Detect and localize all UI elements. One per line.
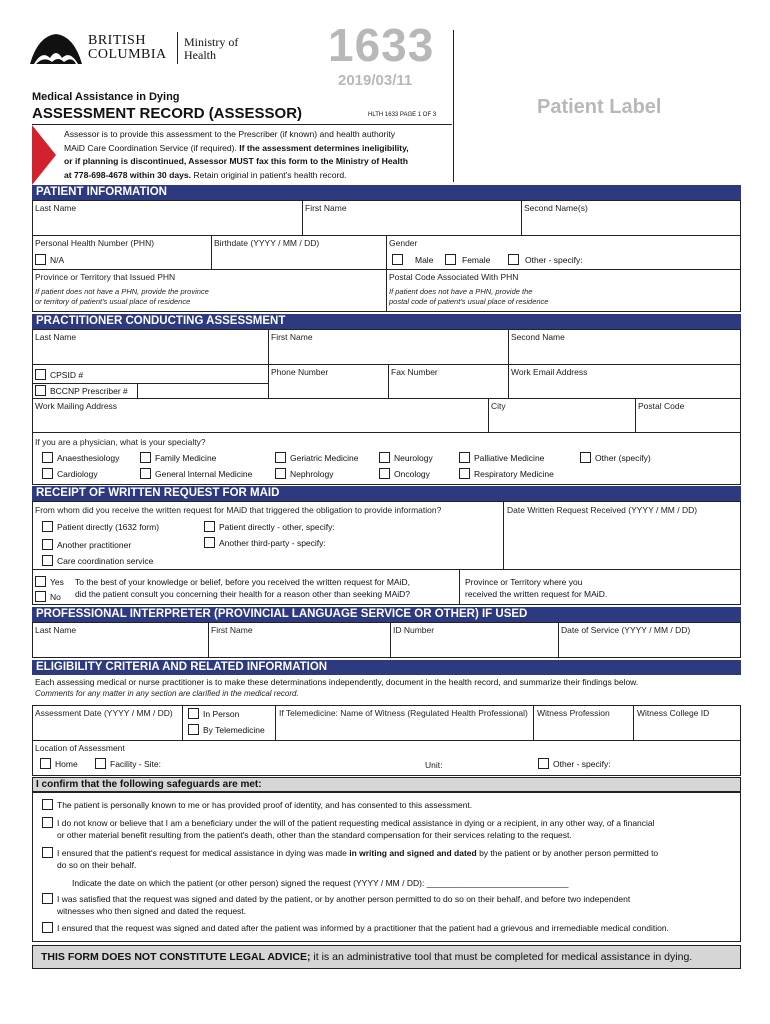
- safeguard-1-checkbox[interactable]: [42, 799, 53, 810]
- safeguard-2-line-1: I do not know or believe that I am a beneficiary under the will of the patient requesting medical assistance in dying or a recipient, in any other way, of a financial: [57, 818, 655, 828]
- instruction-line-3: or if planning is discontinued, Assessor MUST fax this form to the Ministry of Health: [64, 156, 408, 166]
- from-patient-other-label: Patient directly - other, specify:: [219, 521, 335, 532]
- spec-neurology-checkbox[interactable]: [379, 452, 390, 463]
- ministry-line-1: Ministry of: [184, 35, 239, 49]
- spec-palliative-label: Palliative Medicine: [474, 452, 545, 463]
- province-received-label: [465, 576, 607, 600]
- eligibility-intro: Each assessing medical or nurse practitioner is to make these determinations independently, document in the health record, and summarize their findings below.: [35, 677, 639, 687]
- postal-phn-note: [389, 287, 548, 307]
- province-note-line-2: or territory of patient's usual place of residence: [35, 297, 191, 306]
- gender-label: Gender: [389, 238, 418, 248]
- spec-cardiology-checkbox[interactable]: [42, 468, 53, 479]
- specialty-question: If you are a physician, what is your specialty?: [35, 437, 206, 447]
- work-email-label: Work Email Address: [511, 367, 588, 377]
- practitioner-last-name-label: Last Name: [35, 332, 77, 342]
- safeguard-2-checkbox[interactable]: [42, 817, 53, 828]
- telemedicine-checkbox[interactable]: [188, 724, 199, 735]
- spec-other-checkbox[interactable]: [580, 452, 591, 463]
- receipt-question: From whom did you receive the written request for MAiD that triggered the obligation to provide information?: [35, 505, 442, 515]
- consult-line-1: To the best of your knowledge or belief, before you received the written request for MAiD,: [75, 577, 410, 587]
- interpreter-date-label: Date of Service (YYYY / MM / DD): [561, 625, 691, 635]
- spec-other-label: Other (specify): [595, 452, 651, 463]
- safeguard-4-checkbox[interactable]: [42, 893, 53, 904]
- gender-other-label: Other - specify:: [525, 254, 583, 265]
- province-phn-note: [35, 287, 209, 307]
- province-received-line-1: Province or Territory where you: [465, 577, 583, 587]
- spec-family-label: Family Medicine: [155, 452, 217, 463]
- instruction-line-1: Assessor is to provide this assessment to the Prescriber (if known) and health authority: [64, 129, 396, 139]
- safeguard-3-b: in writing and signed and dated: [349, 848, 477, 858]
- safeguard-3-checkbox[interactable]: [42, 847, 53, 858]
- province-phn-label: Province or Territory that Issued PHN: [35, 272, 176, 282]
- safeguards-heading: I confirm that the following safeguards are met:: [32, 777, 741, 792]
- logo-text: [88, 34, 167, 62]
- safeguard-2-line-2: or other material benefit resulting from the patient's death, other than the standard compensation for their services relating to the request.: [57, 830, 572, 840]
- location-facility-checkbox[interactable]: [95, 758, 106, 769]
- red-arrow-icon: [32, 125, 56, 185]
- from-patient-checkbox[interactable]: [42, 521, 53, 532]
- instruction-line-2a: MAiD Care Coordination Service (if required).: [64, 142, 240, 153]
- gender-other-checkbox[interactable]: [508, 254, 519, 265]
- patient-last-name-input[interactable]: [34, 220, 300, 234]
- postal-phn-label: Postal Code Associated With PHN: [389, 272, 519, 282]
- legal-disclaimer-rest: it is an administrative tool that must be completed for medical assistance in dying.: [310, 951, 693, 963]
- interpreter-last-name-label: Last Name: [35, 625, 77, 635]
- consult-yes-label: Yes: [50, 576, 64, 587]
- in-person-label: In Person: [203, 708, 240, 719]
- receipt-heading: RECEIPT OF WRITTEN REQUEST FOR MAID: [32, 486, 741, 501]
- instruction-line-4b: Retain original in patient's health record.: [191, 169, 347, 180]
- legal-disclaimer: [32, 945, 741, 969]
- location-other-checkbox[interactable]: [538, 758, 549, 769]
- location-facility-label: Facility - Site:: [110, 758, 162, 769]
- interpreter-first-name-label: First Name: [211, 625, 253, 635]
- safeguard-4-line-1: I was satisfied that the request was signed and dated by the patient, or by another person permitted to do so on their behalf, and before two independent: [57, 894, 631, 904]
- eligibility-heading: ELIGIBILITY CRITERIA AND RELATED INFORMATION: [32, 660, 741, 675]
- spec-respiratory-checkbox[interactable]: [459, 468, 470, 479]
- cpsid-label: CPSID #: [50, 369, 84, 380]
- spec-geriatric-label: Geriatric Medicine: [290, 452, 359, 463]
- from-third-party-checkbox[interactable]: [204, 537, 215, 548]
- bccnp-label: BCCNP Prescriber #: [50, 385, 128, 396]
- postal-note-line-2: postal code of patient's usual place of residence: [389, 297, 549, 306]
- patient-second-names-label: Second Name(s): [524, 203, 588, 213]
- patient-second-names-input[interactable]: [523, 220, 739, 234]
- consult-question: [75, 576, 410, 600]
- safeguard-3-c: by the patient or by another person permitted to: [476, 848, 659, 858]
- safeguard-1-text: The patient is personally known to me or has provided proof of identity, and has consented to this assessment.: [57, 800, 473, 810]
- form-date: 2019/03/11: [338, 72, 413, 89]
- interpreter-id-label: ID Number: [393, 625, 435, 635]
- unit-label: Unit:: [425, 760, 443, 770]
- patient-last-name-label: Last Name: [35, 203, 77, 213]
- from-patient-label: Patient directly (1632 form): [57, 521, 160, 532]
- spec-cardiology-label: Cardiology: [57, 468, 98, 479]
- patient-label: Patient Label: [537, 96, 662, 118]
- spec-geriatric-checkbox[interactable]: [275, 452, 286, 463]
- phone-label: Phone Number: [271, 367, 329, 377]
- from-practitioner-label: Another practitioner: [57, 539, 132, 550]
- consult-line-2: did the patient consult you concerning their health for a reason other than seeking MAiD?: [75, 589, 411, 599]
- location-home-checkbox[interactable]: [40, 758, 51, 769]
- in-person-checkbox[interactable]: [188, 708, 199, 719]
- location-home-label: Home: [55, 758, 78, 769]
- spec-oncology-checkbox[interactable]: [379, 468, 390, 479]
- spec-respiratory-label: Respiratory Medicine: [474, 468, 554, 479]
- practitioner-first-name-label: First Name: [271, 332, 313, 342]
- eligibility-intro-italic: Comments for any matter in any section are clarified in the medical record.: [35, 689, 299, 698]
- cpsid-checkbox[interactable]: [35, 369, 46, 380]
- signed-date-prompt[interactable]: Indicate the date on which the patient (or other person) signed the request (YYYY / MM / DD): ______________________________: [72, 878, 569, 888]
- province-note-line-1: If patient does not have a PHN, provide the province: [35, 287, 209, 296]
- from-third-party-label: Another third-party - specify:: [219, 537, 326, 548]
- witness-college-label: Witness College ID: [637, 708, 710, 718]
- spec-nephrology-label: Nephrology: [290, 468, 334, 479]
- spec-oncology-label: Oncology: [394, 468, 430, 479]
- witness-name-label: If Telemedicine: Name of Witness (Regulated Health Professional): [279, 708, 528, 718]
- safeguard-3-text: [57, 847, 737, 871]
- page-reference: HLTH 1633 PAGE 1 OF 3: [368, 112, 437, 118]
- from-care-checkbox[interactable]: [42, 555, 53, 566]
- legal-disclaimer-bold: THIS FORM DOES NOT CONSTITUTE LEGAL ADVICE;: [41, 951, 311, 963]
- patient-first-name-label: First Name: [305, 203, 347, 213]
- patient-first-name-input[interactable]: [304, 220, 519, 234]
- spec-anaesthesiology-label: Anaesthesiology: [57, 452, 120, 463]
- spec-internal-label: General Internal Medicine: [155, 468, 253, 479]
- phn-na-label: N/A: [50, 254, 65, 265]
- from-patient-other-checkbox[interactable]: [204, 521, 215, 532]
- bccnp-checkbox[interactable]: [35, 385, 46, 396]
- gender-male-checkbox[interactable]: [392, 254, 403, 265]
- logo-line-2: COLUMBIA: [88, 47, 167, 62]
- consult-no-checkbox[interactable]: [35, 591, 46, 602]
- spec-nephrology-checkbox[interactable]: [275, 468, 286, 479]
- location-label: Location of Assessment: [35, 743, 125, 753]
- program-name: Medical Assistance in Dying: [32, 91, 180, 103]
- ministry-text: [184, 36, 238, 62]
- form-number: 1633: [328, 19, 435, 71]
- safeguard-5-checkbox[interactable]: [42, 922, 53, 933]
- gender-female-label: Female: [462, 254, 491, 265]
- consult-yes-checkbox[interactable]: [35, 576, 46, 587]
- phn-na-checkbox[interactable]: [35, 254, 46, 265]
- bc-sun-icon: [28, 28, 84, 66]
- phn-label: Personal Health Number (PHN): [35, 238, 155, 248]
- assessment-date-label: Assessment Date (YYYY / MM / DD): [35, 708, 173, 718]
- safeguard-4-text: [57, 893, 630, 917]
- province-received-line-2: received the written request for MAiD.: [465, 589, 608, 599]
- practitioner-second-name-label: Second Name: [511, 332, 565, 342]
- consult-no-label: No: [50, 591, 61, 602]
- mailing-address-label: Work Mailing Address: [35, 401, 118, 411]
- date-received-label: Date Written Request Received (YYYY / MM / DD): [507, 505, 698, 515]
- patient-info-heading: PATIENT INFORMATION: [32, 185, 741, 200]
- gender-female-checkbox[interactable]: [445, 254, 456, 265]
- logo-line-1: BRITISH: [88, 33, 146, 48]
- spec-internal-checkbox[interactable]: [140, 468, 151, 479]
- safeguard-4-line-2: witnesses who then signed and dated the request.: [57, 906, 247, 916]
- safeguard-3-a: I ensured that the patient's request for medical assistance in dying was made: [57, 848, 350, 858]
- spec-anaesthesiology-checkbox[interactable]: [42, 452, 53, 463]
- spec-neurology-label: Neurology: [394, 452, 433, 463]
- practitioner-postal-label: Postal Code: [638, 401, 685, 411]
- form-title: ASSESSMENT RECORD (ASSESSOR): [32, 105, 303, 122]
- spec-family-checkbox[interactable]: [140, 452, 151, 463]
- fax-label: Fax Number: [391, 367, 438, 377]
- practitioner-heading: PRACTITIONER CONDUCTING ASSESSMENT: [32, 314, 741, 329]
- safeguard-3-d: do so on their behalf.: [57, 860, 137, 870]
- telemedicine-label: By Telemedicine: [203, 724, 265, 735]
- ministry-line-2: Health: [184, 48, 216, 62]
- interpreter-heading: PROFESSIONAL INTERPRETER (PROVINCIAL LANGUAGE SERVICE OR OTHER) IF USED: [32, 607, 741, 622]
- birthdate-label: Birthdate (YYYY / MM / DD): [214, 238, 320, 248]
- postal-note-line-1: If patient does not have a PHN, provide the: [389, 287, 533, 296]
- gender-male-label: Male: [415, 254, 434, 265]
- witness-profession-label: Witness Profession: [537, 708, 610, 718]
- city-label: City: [491, 401, 506, 411]
- safeguard-5-text: I ensured that the request was signed and dated after the patient was informed by a practitioner that the patient had a grievous and irremediable medical condition.: [57, 923, 669, 933]
- location-other-label: Other - specify:: [553, 758, 611, 769]
- safeguard-2-text: [57, 817, 655, 841]
- from-practitioner-checkbox[interactable]: [42, 539, 53, 550]
- spec-palliative-checkbox[interactable]: [459, 452, 470, 463]
- instruction-line-4a: at 778-698-4678 within 30 days.: [64, 169, 192, 180]
- bc-logo: [28, 28, 258, 68]
- assessor-instructions: [64, 128, 449, 182]
- instruction-line-2b: If the assessment determines ineligibility,: [239, 142, 409, 153]
- from-care-label: Care coordination service: [57, 555, 154, 566]
